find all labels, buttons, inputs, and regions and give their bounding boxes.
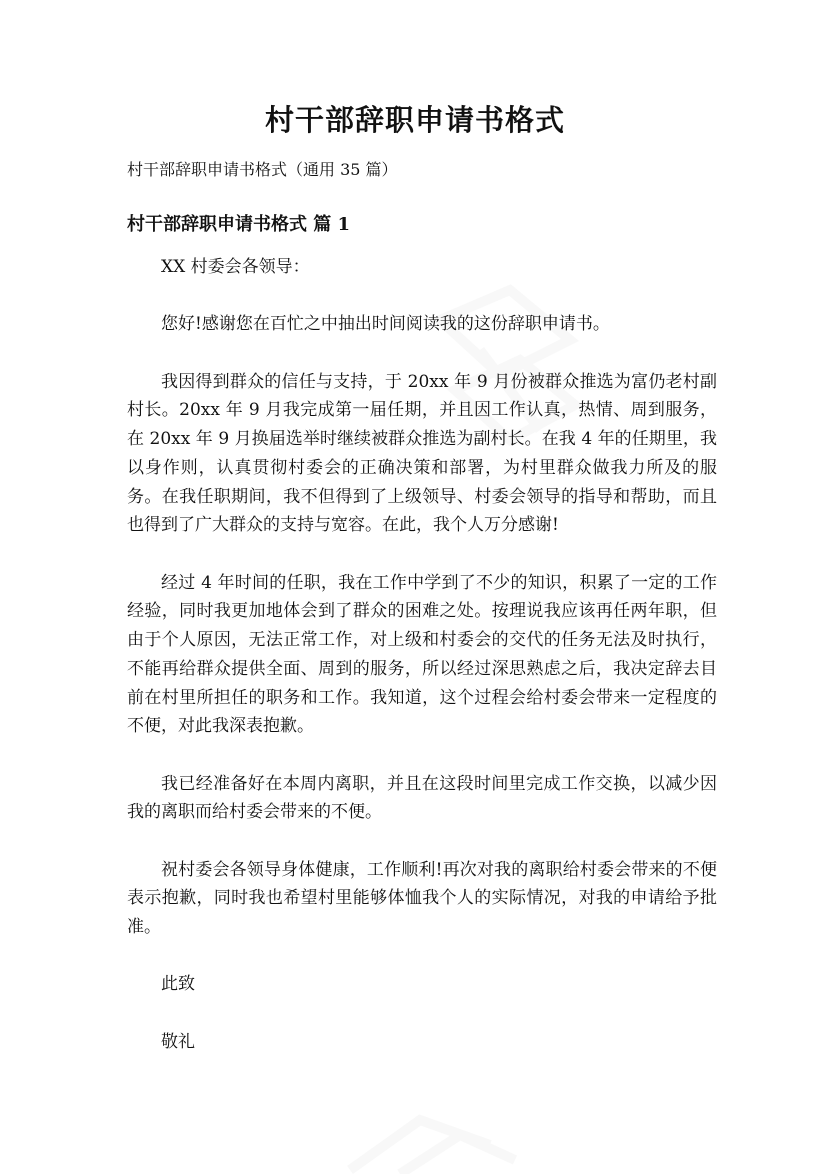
salutation: XX 村委会各领导：: [161, 257, 310, 277]
paragraph-wishes: 祝村委会各领导身体健康，工作顺利!再次对我的离职给村委会带来的不便表示抱歉，同时我也希望村里能够体恤我个人的实际情况，对我的申请给予批准。: [127, 859, 717, 938]
closing-jingli: 敬礼: [161, 1031, 195, 1052]
paragraph-greeting: 您好!感谢您在百忙之中抽出时间阅读我的这份辞职申请书。: [161, 314, 610, 335]
paragraph-reason: 经过 4 年时间的任职，我在工作中学到了不少的知识，积累了一定的工作经验，同时我更加地体会到了群众的困难之处。按理说我应该再任两年职，但由于个人原因，无法正常工作，对上级和村委会的交代的任务无法及时执行，不能再给群众提供全面、周到的服务，所以经过深思熟虑之后，我决定辞去目前在村里所担任的职务和工作。我知道，这个过程会给村委会带来一定程度的不便，对此我深表抱歉。: [127, 572, 717, 737]
paragraph-handover: 我已经准备好在本周内离职，并且在这段时间里完成工作交换，以减少因我的离职而给村委会带来的不便。: [127, 773, 717, 823]
letter-body: [127, 253, 717, 1085]
document-title: 村干部辞职申请书格式: [264, 103, 565, 137]
document-subtitle: 村干部辞职申请书格式（通用 35 篇）: [127, 160, 398, 179]
section-heading: 村干部辞职申请书格式 篇 1: [127, 214, 351, 235]
paragraph-background: 我因得到群众的信任与支持，于 20xx 年 9 月份被群众推选为富仍老村副村长。20xx 年 9 月我完成第一届任期，并且因工作认真，热情、周到服务，在 20xx 年 9 月换届选举时继续被群众推选为副村长。在我 4 年的任期里，我以身作则，认真贯彻村委会的正确决策和部署，为村里群众做我力所及的服务。在我任职期间，我不但得到了上级领导、村委会领导的指导和帮助，而且也得到了广大群众的支持与宽容。在此，我个人万分感谢!: [127, 371, 717, 536]
watermark-graphic-bottom: [340, 1090, 520, 1174]
closing-cizhi: 此致: [161, 974, 195, 995]
